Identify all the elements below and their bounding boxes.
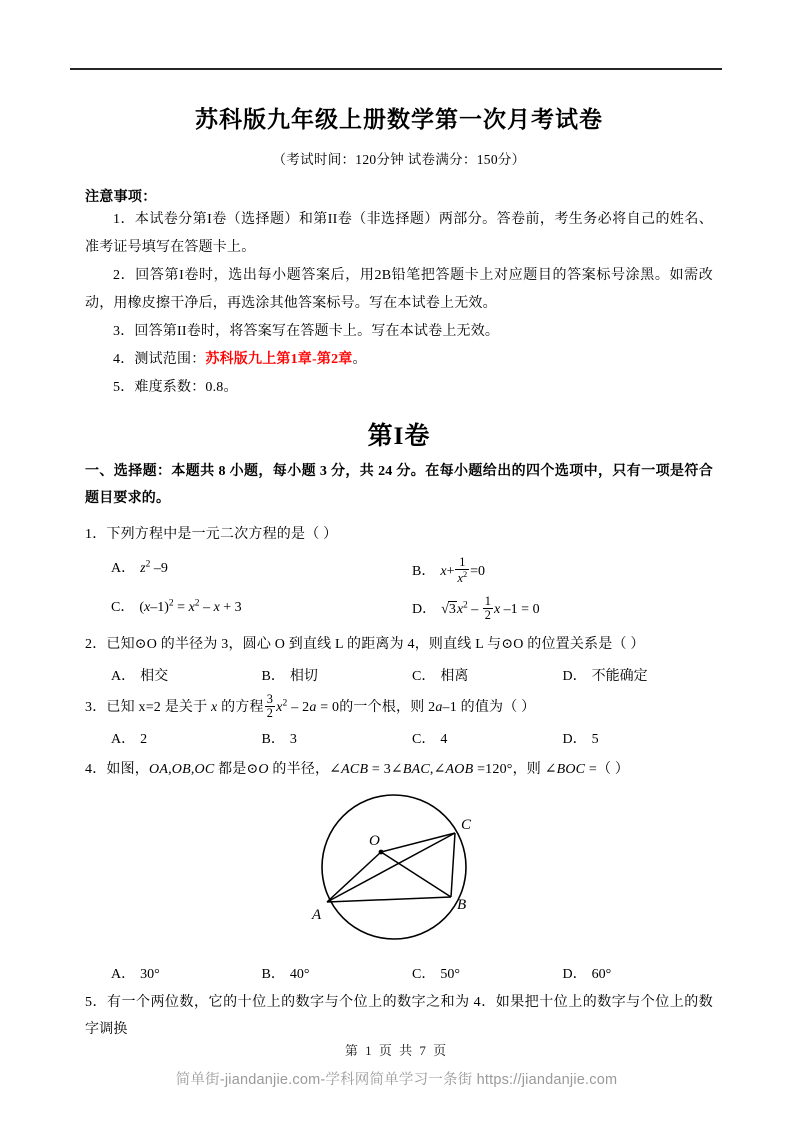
option-d-math: $√3x^2$ – $\frac{1}{2}$ x –1 = 0 [441, 593, 540, 623]
option-label-b: B． [261, 967, 285, 983]
circle-geometry-diagram [299, 789, 499, 955]
option-c-text: 4 [440, 731, 448, 747]
question-1-option-b[interactable] [412, 557, 713, 587]
question-3-math: $\frac{3}{2}$ $x^2 - 2a = 0$ [266, 692, 340, 721]
section-intro [85, 458, 713, 513]
section-intro-text: 本题共 8 小题，每小题 3 分，共 24 分。在每小题给出的四个选项中，只有一项是符合题目要求的。 [85, 464, 713, 507]
chord-ac [327, 833, 455, 902]
scope-suffix: 。 [352, 352, 367, 367]
option-d-text: 60° [591, 967, 612, 983]
option-label-c: C． [111, 599, 135, 615]
option-label-a: A． [111, 967, 136, 983]
option-label-c: C． [412, 731, 436, 747]
option-a-text: 30° [140, 967, 160, 983]
notice-item-difficulty: 5．难度系数：0.8。 [113, 380, 238, 395]
notice-item-2: 2．回答第I卷时，选出每小题答案后，用2B铅笔把答题卡上对应题目的答案标号涂黑。如需改动，用橡皮擦干净后，再选涂其他答案标号。写在本试卷上无效。 [85, 268, 713, 311]
question-2-option-a[interactable] [111, 665, 262, 685]
option-label-a: A． [111, 731, 136, 747]
chord-ab [327, 897, 451, 902]
option-label-d: D． [562, 731, 587, 747]
question-4-option-a[interactable] [111, 963, 262, 983]
notice-item-3: 3．回答第II卷时，将答案写在答题卡上。写在本试卷上无效。 [113, 324, 500, 339]
question-4-options [85, 963, 713, 983]
section-label: 一、选择题： [85, 464, 172, 479]
option-c-math: $(x-1)^2 = x^2 - x + 3$ [139, 598, 242, 615]
option-b-math: x+ $\frac{1}{x^2}$ =0 [440, 555, 486, 586]
option-label-c: C． [412, 669, 436, 685]
option-label-b: B． [261, 669, 285, 685]
option-c-text: 50° [440, 967, 460, 983]
question-4-stem: 4．如图，OA,OB,OC 都是⊙O 的半径，∠ACB = 3∠BAC,∠AOB =120°，则 ∠BOC =（ ） [85, 761, 630, 777]
header-rule [70, 68, 722, 70]
question-2-number: 2． [85, 637, 107, 653]
option-a-text: 相交 [140, 669, 169, 685]
option-label-b: B． [412, 564, 436, 580]
question-1-text: 下列方程中是一元二次方程的是（ ） [106, 526, 338, 542]
option-label-d: D． [562, 967, 587, 983]
question-4-number: 4． [85, 761, 107, 777]
notice-item-1: 1．本试卷分第I卷（选择题）和第II卷（非选择题）两部分。答卷前，考生务必将自己的姓名、准考证号填写在答题卡上。 [85, 212, 713, 255]
page-title: 苏科版九年级上册数学第一次月考试卷 [195, 107, 603, 132]
option-d-text: 不能确定 [591, 669, 648, 685]
question-1-number: 1． [85, 526, 107, 542]
question-1-stem [85, 522, 713, 549]
option-d-text: 5 [591, 731, 599, 747]
question-3-option-d[interactable] [563, 728, 714, 748]
option-b-text: 40° [289, 967, 310, 983]
option-b-text: 3 [289, 731, 297, 747]
page-indicator: 第 1 页 共 7 页 [344, 1043, 449, 1058]
question-1-options-row-2 [85, 593, 713, 624]
label-a: A [312, 907, 322, 924]
question-3-option-b[interactable] [262, 728, 413, 748]
question-2-option-c[interactable] [412, 665, 563, 685]
option-a-math: $z^2$ –9 [140, 559, 168, 577]
circle-outline [322, 795, 466, 939]
question-2-options [85, 665, 713, 685]
option-label-d: D． [562, 669, 587, 685]
option-label-a: A． [111, 669, 136, 685]
option-b-text: 相切 [289, 669, 318, 685]
part-title: 第I卷 [367, 423, 431, 450]
option-label-b: B． [261, 731, 285, 747]
option-c-text: 相离 [440, 669, 469, 685]
question-2-option-d[interactable] [563, 665, 714, 685]
question-3-options [85, 728, 713, 748]
notice-heading: 注意事项： [85, 190, 157, 205]
question-3-stem: 3．已知 x=2 是关于 x 的方程 $\frac{3}{2}$ $x^2 - 2a = 0$的一个根，则 2a–1 的值为（ ） [85, 692, 536, 721]
option-label-c: C． [412, 967, 436, 983]
exam-meta-subtitle: （考试时间：120分钟 试卷满分：150分） [272, 152, 526, 167]
question-1-options-row-1 [85, 557, 713, 587]
question-5-text: 有一个两位数，它的十位上的数字与个位上的数字之和为 4．如果把十位上的数字与个位上的数字调换 [85, 995, 713, 1037]
scope-value: 苏科版九上第1章-第2章 [205, 352, 353, 367]
question-4-option-c[interactable] [412, 963, 563, 983]
question-3-option-c[interactable] [412, 728, 563, 748]
scope-prefix: 4．测试范围： [113, 352, 206, 367]
question-1-option-a[interactable] [111, 557, 412, 587]
label-b: B [457, 897, 467, 914]
question-2-option-b[interactable] [262, 665, 413, 685]
label-c: C [461, 817, 472, 834]
question-2-stem [85, 632, 713, 659]
question-4-option-d[interactable] [563, 963, 714, 983]
question-4-option-b[interactable] [262, 963, 413, 983]
option-label-d: D． [412, 601, 437, 617]
question-1-option-d[interactable] [412, 593, 713, 624]
option-label-a: A． [111, 561, 136, 577]
option-a-text: 2 [140, 731, 148, 747]
label-o: O [369, 833, 380, 850]
watermark: 简单街-jiandanjie.com-学科网简单学习一条街 https://jiandanjie.com [175, 1072, 618, 1088]
radius-ob [381, 852, 451, 897]
question-3-option-a[interactable] [111, 728, 262, 748]
question-5-stem [85, 990, 713, 1043]
question-4-figure [85, 789, 713, 957]
question-1-option-c[interactable] [111, 596, 412, 624]
question-3-number: 3． [85, 700, 107, 716]
notice-item-scope [85, 346, 713, 374]
chord-bc [451, 833, 455, 897]
question-2-text: 已知⊙O 的半径为 3，圆心 O 到直线 L 的距离为 4，则直线 L 与⊙O 的位置关系是（ ） [106, 637, 645, 653]
page-content [85, 95, 713, 1043]
question-5-number: 5． [85, 995, 108, 1011]
radius-oc [381, 833, 455, 852]
